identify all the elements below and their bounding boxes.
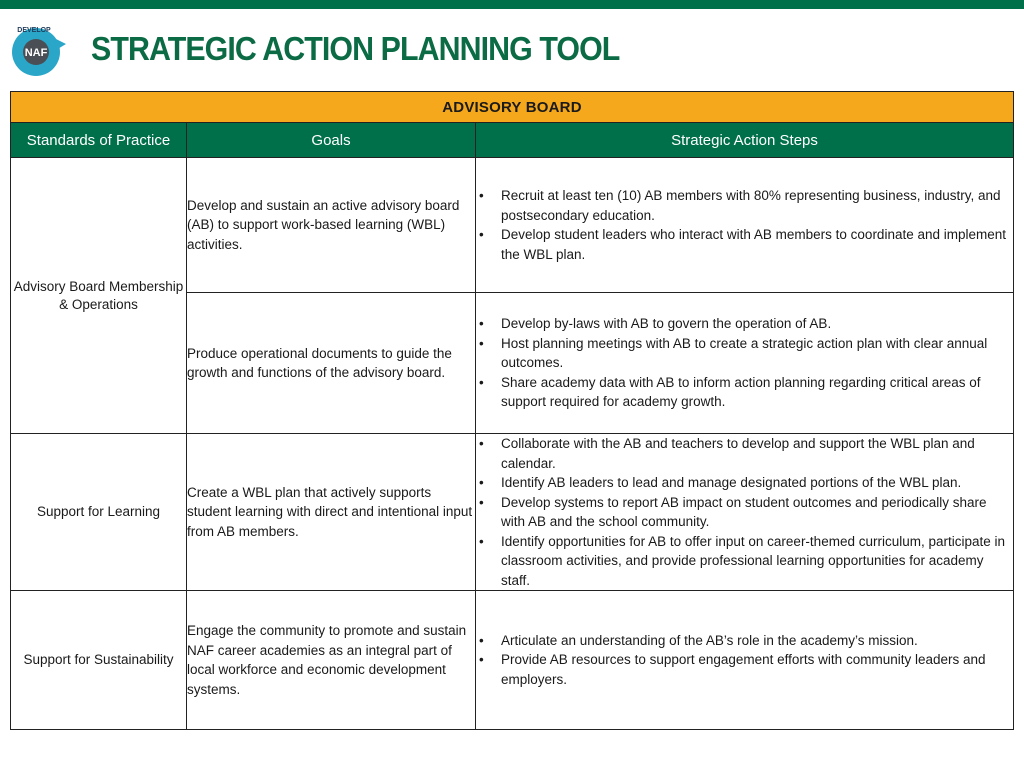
steps-cell bbox=[476, 434, 1014, 591]
column-header-standards: Standards of Practice bbox=[11, 123, 187, 158]
naf-develop-logo bbox=[10, 22, 66, 78]
action-step: • Develop student leaders who interact with AB members to coordinate and implement the WBL plan. bbox=[476, 225, 1013, 264]
logo-top-text: DEVELOP bbox=[17, 27, 51, 34]
standard-membership-operations: Advisory Board Membership & Operations bbox=[11, 158, 187, 434]
page-title: STRATEGIC ACTION PLANNING TOOL bbox=[91, 30, 620, 67]
goal-cell: Produce operational documents to guide the growth and functions of the advisory board. bbox=[187, 293, 476, 434]
action-plan-table bbox=[10, 91, 1014, 730]
standard-support-sustainability: Support for Sustainability bbox=[11, 591, 187, 730]
goal-cell: Create a WBL plan that actively supports student learning with direct and intentional input from AB members. bbox=[187, 434, 476, 591]
action-step: • Provide AB resources to support engagement efforts with community leaders and employers. bbox=[476, 650, 1013, 689]
standard-support-learning: Support for Learning bbox=[11, 434, 187, 591]
action-step: • Share academy data with AB to inform action planning regarding critical areas of support required for academy growth. bbox=[476, 373, 1013, 412]
action-step: • Develop systems to report AB impact on student outcomes and periodically share with AB and the school community. bbox=[476, 493, 1013, 532]
table-row bbox=[11, 591, 1014, 730]
action-step: • Host planning meetings with AB to create a strategic action plan with clear annual outcomes. bbox=[476, 334, 1013, 373]
column-header-goals: Goals bbox=[187, 123, 476, 158]
goal-cell: Develop and sustain an active advisory board (AB) to support work-based learning (WBL) activities. bbox=[187, 158, 476, 293]
action-step: • Develop by-laws with AB to govern the operation of AB. bbox=[476, 314, 1013, 334]
steps-cell bbox=[476, 591, 1014, 730]
action-step: • Identify AB leaders to lead and manage designated portions of the WBL plan. bbox=[476, 473, 1013, 493]
goal-cell: Engage the community to promote and sustain NAF career academies as an integral part of local workforce and economic development systems. bbox=[187, 591, 476, 730]
column-header-steps: Strategic Action Steps bbox=[476, 123, 1014, 158]
table-row bbox=[11, 158, 1014, 293]
action-step: • Collaborate with the AB and teachers to develop and support the WBL plan and calendar. bbox=[476, 434, 1013, 473]
logo-center-text: NAF bbox=[24, 47, 48, 59]
table-row bbox=[11, 434, 1014, 591]
action-step: • Recruit at least ten (10) AB members with 80% representing business, industry, and postsecondary education. bbox=[476, 186, 1013, 225]
steps-cell bbox=[476, 158, 1014, 293]
top-accent-bar bbox=[0, 0, 1024, 9]
action-step: • Articulate an understanding of the AB’s role in the academy’s mission. bbox=[476, 631, 1013, 651]
advisory-board-banner: ADVISORY BOARD bbox=[11, 92, 1014, 123]
action-step: • Identify opportunities for AB to offer input on career-themed curriculum, participate in classroom activities, and provide professional learning opportunities for academy staff. bbox=[476, 532, 1013, 591]
steps-cell bbox=[476, 293, 1014, 434]
